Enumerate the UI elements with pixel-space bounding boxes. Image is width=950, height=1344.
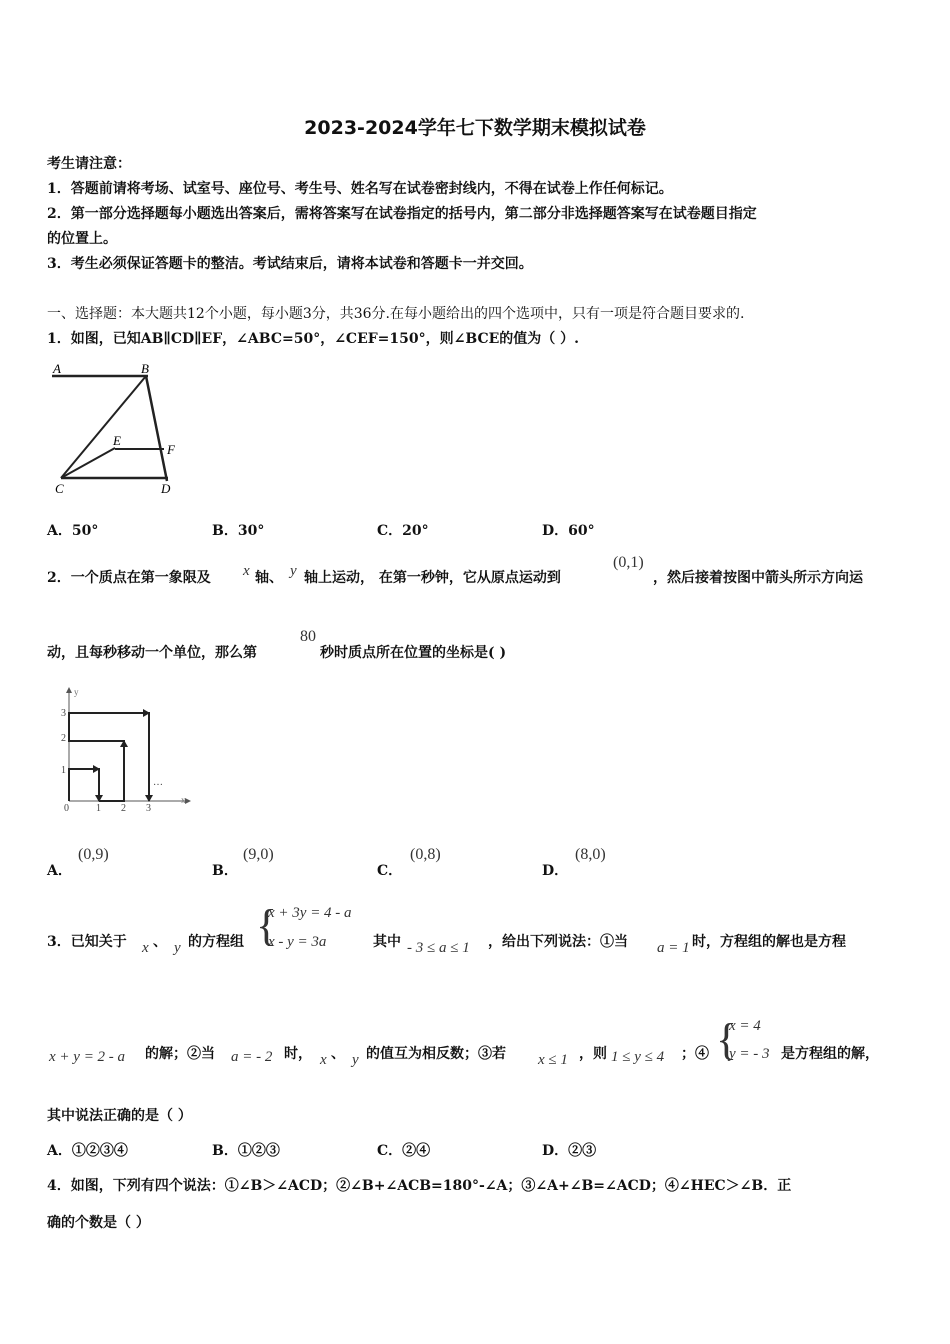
y-axis-label: y <box>74 687 79 697</box>
q2-option-c-value: (0,8) <box>410 846 441 863</box>
notice-item-1: 1．答题前请将考场、试室号、座位号、考生号、姓名写在试卷密封线内，不得在试卷上作任何标记。 <box>47 181 673 197</box>
q3-sol-x: x = 4 <box>729 1018 761 1034</box>
q2-point: (0,1) <box>613 554 644 571</box>
q2-graph <box>55 685 195 815</box>
graph-ellipsis: … <box>153 777 163 788</box>
q3-eq-sum: x + y = 2 - a <box>49 1049 126 1065</box>
q1-option-b: B．30° <box>212 523 265 539</box>
section-heading: 一、选择题：本大题共12个小题，每小题3分，共36分.在每小题给出的四个选项中，只有一项是符合题目要求的. <box>47 306 745 322</box>
q2-line2-part1: 动，且每秒移动一个单位，那么第 <box>47 645 257 661</box>
q3-line2-part5: ；④ <box>681 1046 709 1062</box>
q3-line2-part6: 是方程组的解， <box>781 1046 879 1062</box>
q3-a1: a = 1 <box>657 940 690 956</box>
q3-line2-sep: 、 <box>331 1046 345 1062</box>
page-title: 2023-2024学年七下数学期末模拟试卷 <box>304 117 646 139</box>
q1-option-a: A．50° <box>47 523 99 539</box>
label-F: F <box>167 442 175 457</box>
q3-cond: x ≤ 1 <box>538 1052 568 1068</box>
q3-res: 1 ≤ y ≤ 4 <box>611 1049 665 1065</box>
q3-part2: 的方程组 <box>188 934 244 950</box>
q2-line1-part2: 轴、 <box>255 570 283 586</box>
q2-line1-part4: ，然后接着按图中箭头所示方向运 <box>653 570 863 586</box>
label-C: C <box>55 481 64 496</box>
q3-eq1: x + 3y = 4 - a <box>268 905 352 921</box>
q3-part4: ，给出下列说法：①当 <box>488 934 628 950</box>
label-D: D <box>161 481 171 496</box>
q3-option-d: D．②③ <box>542 1143 597 1159</box>
q3-line3: 其中说法正确的是（ ） <box>47 1108 192 1124</box>
q3-line2-x: x <box>320 1052 327 1068</box>
q4-line1: 4．如图，下列有四个说法：①∠B＞∠ACD；②∠B+∠ACB=180°-∠A；③∠A+∠B=∠ACD；④∠HEC＞∠B．正 <box>47 1178 792 1194</box>
q2-x-var: x <box>243 563 250 579</box>
x-tick-0: 0 <box>64 803 69 814</box>
q3-line2-part4: ，则 <box>579 1046 607 1062</box>
q3-option-b: B．①②③ <box>212 1143 280 1159</box>
q2-y-var: y <box>290 563 297 579</box>
q3-option-c: C．②④ <box>377 1143 431 1159</box>
q2-option-d-label: D． <box>542 863 569 879</box>
notice-item-2-cont: 的位置上。 <box>47 231 117 247</box>
q3-part5: 时，方程组的解也是方程 <box>692 934 846 950</box>
label-B: B <box>141 361 149 376</box>
y-tick-1: 1 <box>61 765 66 776</box>
q3-line2-y: y <box>352 1052 359 1068</box>
q3-part1: 3．已知关于 <box>47 934 127 950</box>
q2-line1-part3: 轴上运动， 在第一秒钟，它从原点运动到 <box>304 570 561 586</box>
y-tick-3: 3 <box>61 708 66 719</box>
label-A: A <box>53 361 61 376</box>
q3-line2-part2: 时， <box>284 1046 312 1062</box>
q3-a2: a = - 2 <box>231 1049 273 1065</box>
q3-part3: 其中 <box>373 934 401 950</box>
q3-solution-brace: { <box>716 1015 738 1064</box>
q3-y-var: y <box>174 940 181 956</box>
x-tick-3: 3 <box>146 803 151 814</box>
q1-stem: 1．如图，已知AB∥CD∥EF，∠ABC=50°，∠CEF=150°，则∠BCE的值为（ ）. <box>47 331 580 347</box>
q3-line2-part3: 的值互为相反数；③若 <box>366 1046 506 1062</box>
q3-sol-y: y = - 3 <box>729 1046 770 1062</box>
x-tick-1: 1 <box>96 803 101 814</box>
q2-line2-part2: 秒时质点所在位置的坐标是( ) <box>320 645 507 661</box>
q3-range: - 3 ≤ a ≤ 1 <box>407 940 470 956</box>
q2-option-b-label: B． <box>212 863 238 879</box>
y-tick-2: 2 <box>61 733 66 744</box>
q2-option-a-label: A． <box>47 863 72 879</box>
q3-sep: 、 <box>153 934 167 950</box>
q2-option-a-value: (0,9) <box>78 846 109 863</box>
q1-option-c: C．20° <box>377 523 429 539</box>
label-E: E <box>113 433 121 448</box>
q1-option-d: D．60° <box>542 523 595 539</box>
q2-seconds: 80 <box>300 628 316 645</box>
q3-option-a: A．①②③④ <box>47 1143 128 1159</box>
q3-line2-part1: 的解；②当 <box>145 1046 215 1062</box>
notice-heading: 考生请注意： <box>47 156 131 172</box>
q2-option-c-label: C． <box>377 863 403 879</box>
x-axis-label: x <box>181 795 186 805</box>
q3-x-var: x <box>142 940 149 956</box>
notice-item-3: 3．考生必须保证答题卡的整洁。考试结束后，请将本试卷和答题卡一并交回。 <box>47 256 533 272</box>
q4-line2: 确的个数是（ ） <box>47 1215 150 1231</box>
q2-line1-part1: 2．一个质点在第一象限及 <box>47 570 211 586</box>
x-tick-2: 2 <box>121 803 126 814</box>
notice-item-2: 2．第一部分选择题每小题选出答案后，需将答案写在试卷指定的括号内，第二部分非选择题答案写在试卷题目指定 <box>47 206 757 222</box>
q2-option-d-value: (8,0) <box>575 846 606 863</box>
q3-eq2: x - y = 3a <box>268 934 327 950</box>
q3-system-brace: { <box>256 901 278 950</box>
q1-figure <box>45 358 195 498</box>
q2-option-b-value: (9,0) <box>243 846 274 863</box>
